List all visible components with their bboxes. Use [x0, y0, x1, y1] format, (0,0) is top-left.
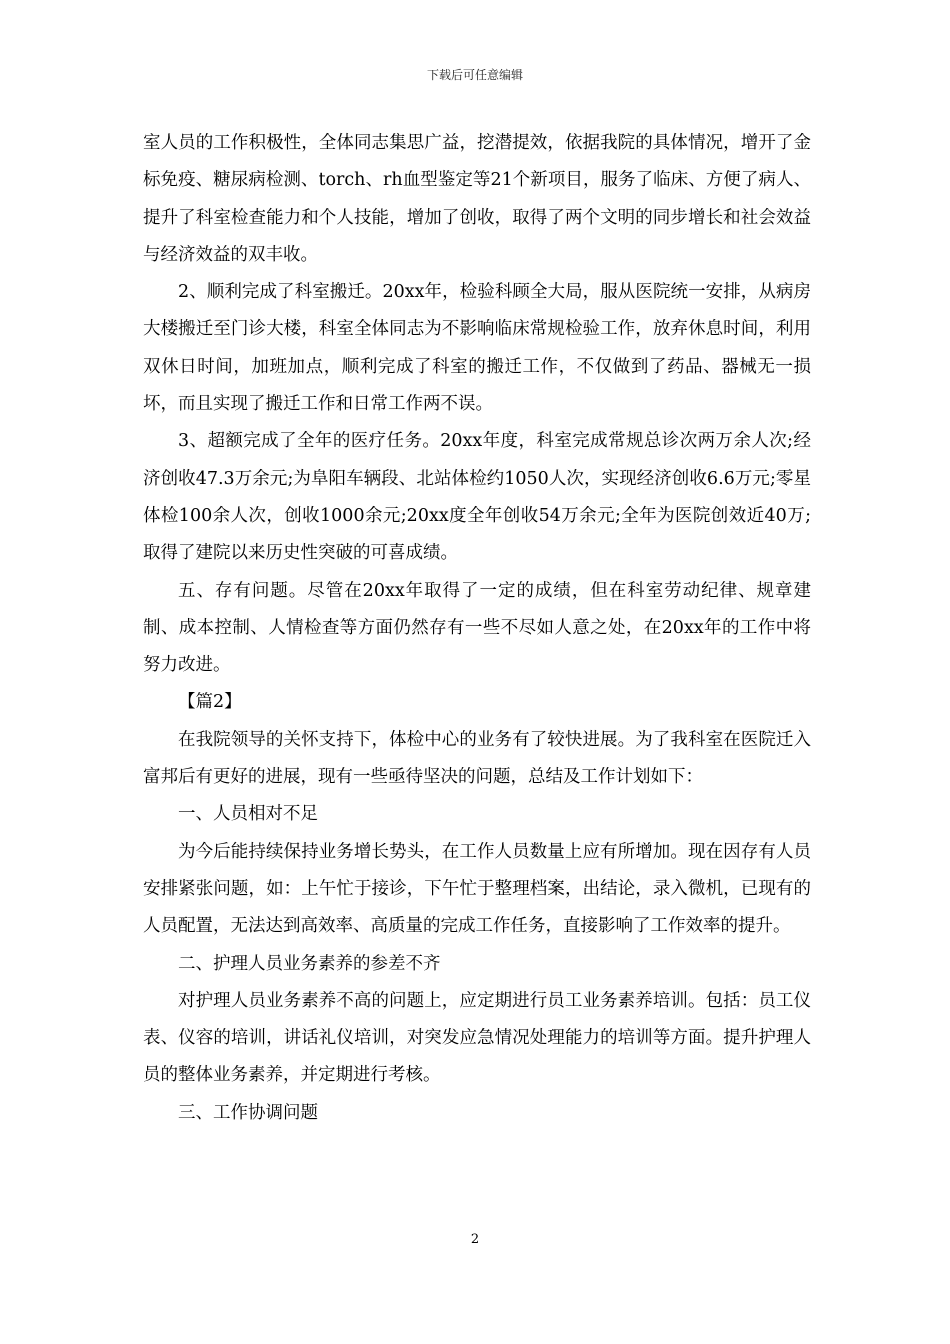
paragraph: 为今后能持续保持业务增长势头，在工作人员数量上应有所增加。现在因存有人员安排紧张问题，如：上午忙于接诊，下午忙于整理档案，出结论，录入微机，已现有的人员配置，无法达到高效率、高质量的完成工作任务，直接影响了工作效率的提升。	[143, 841, 811, 937]
paragraph: 对护理人员业务素养不高的问题上，应定期进行员工业务素养培训。包括：员工仪表、仪容的培训，讲话礼仪培训，对突发应急情况处理能力的培训等方面。提升护理人员的整体业务素养，并定期进行考核。	[143, 990, 811, 1086]
paragraph: 在我院领导的关怀支持下，体检中心的业务有了较快进展。为了我科室在医院迁入富邦后有更好的进展，现有一些亟待坚决的问题，总结及工作计划如下：	[143, 729, 811, 788]
document-body	[143, 125, 811, 1132]
paragraph: 五、存有问题。尽管在20xx年取得了一定的成绩，但在科室劳动纪律、规章建制、成本控制、人情检查等方面仍然存有一些不尽如人意之处，在20xx年的工作中将努力改进。	[143, 580, 811, 676]
paragraph: 3、超额完成了全年的医疗任务。20xx年度，科室完成常规总诊次两万余人次;经济创收47.3万余元;为阜阳车辆段、北站体检约1050人次，实现经济创收6.6万元;零星体检100余人次，创收1000余元;20xx度全年创收54万余元;全年为医院创效近40万;取得了建院以来历史性突破的可喜成绩。	[143, 431, 811, 564]
subheading: 三、工作协调问题	[178, 1102, 318, 1123]
paragraph: 室人员的工作积极性，全体同志集思广益，挖潜提效，依据我院的具体情况，增开了金标免疫、糖尿病检测、torch、rh血型鉴定等21个新项目，服务了临床、方便了病人、提升了科室检查能力和个人技能，增加了创收，取得了两个文明的同步增长和社会效益与经济效益的双丰收。	[143, 133, 811, 265]
section-heading: 【篇2】	[178, 692, 242, 713]
paragraph: 2、顺利完成了科室搬迁。20xx年，检验科顾全大局，服从医院统一安排，从病房大楼搬迁至门诊大楼，科室全体同志为不影响临床常规检验工作，放弃休息时间，利用双休日时间，加班加点，顺利完成了科室的搬迁工作，不仅做到了药品、器械无一损坏，而且实现了搬迁工作和日常工作两不误。	[143, 282, 811, 415]
subheading: 一、人员相对不足	[178, 804, 318, 825]
subheading: 二、护理人员业务素养的参差不齐	[178, 953, 441, 974]
page-header-note: 下载后可任意编辑	[426, 68, 523, 82]
page-number: 2	[470, 1232, 480, 1247]
